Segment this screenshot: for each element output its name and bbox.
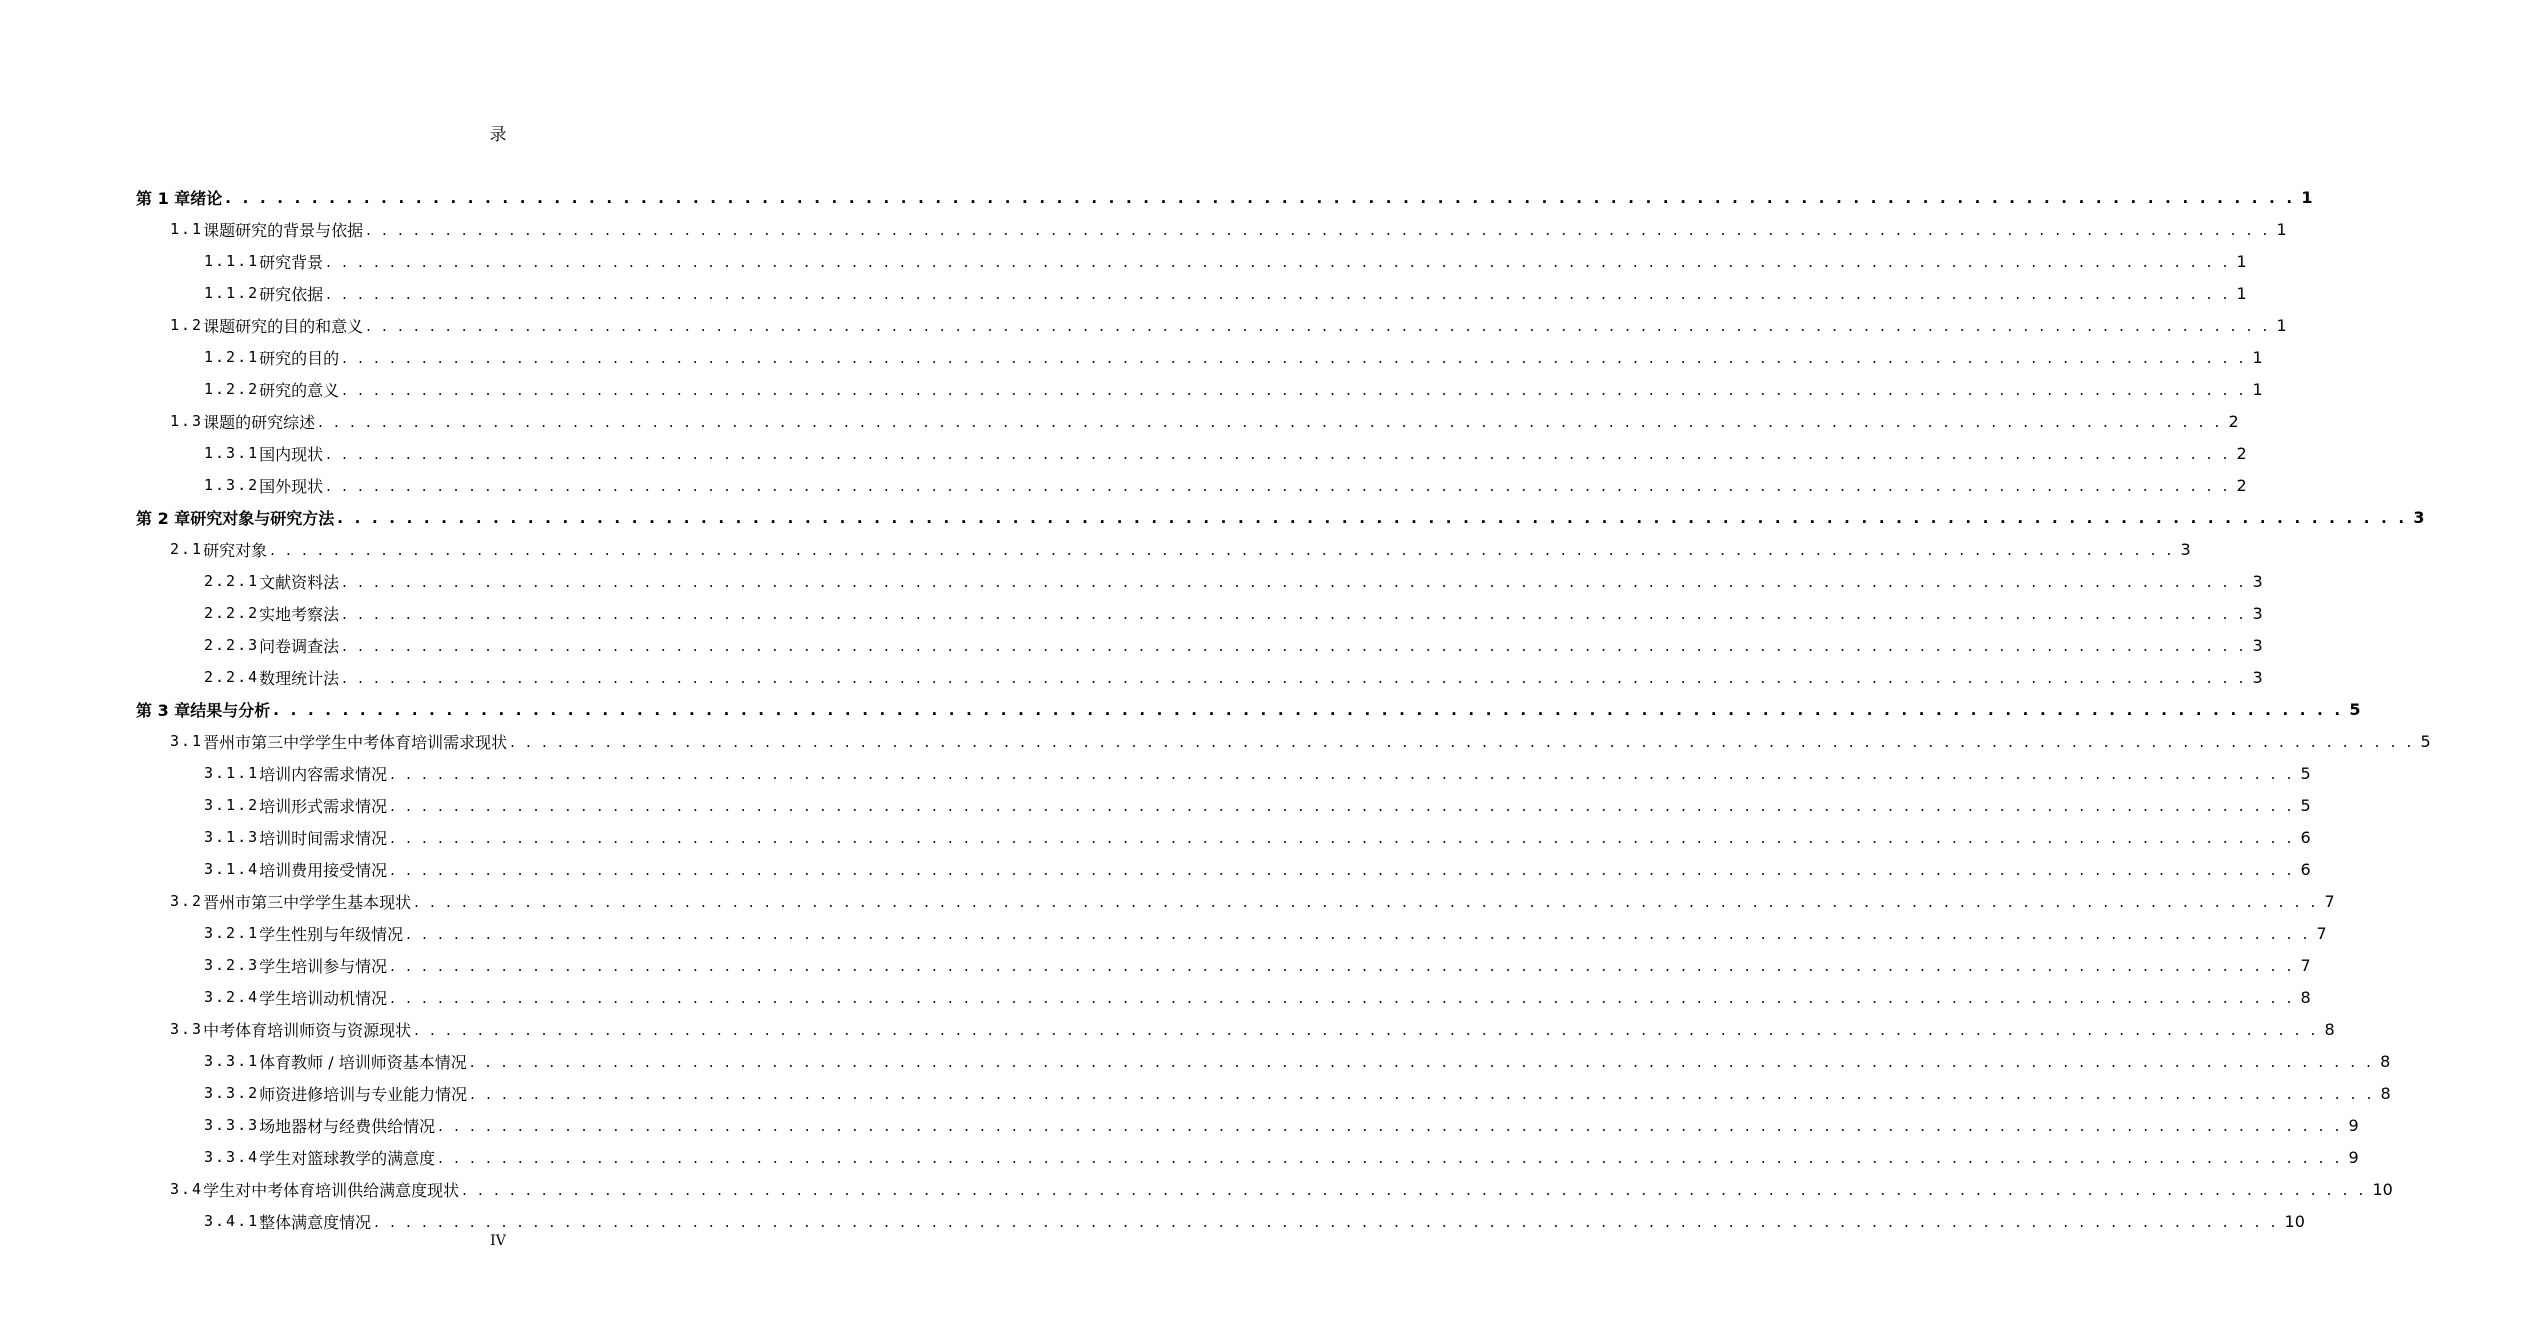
toc-title: 录 <box>489 125 507 145</box>
toc-entry[interactable] <box>0 277 2247 309</box>
toc-entry-number: 3.4.1 <box>204 1212 260 1230</box>
toc-entry[interactable] <box>0 949 2311 981</box>
toc-leader-dots: . . . . . . . . . . . . . . . . . . . . . . . . . . . . . . . . . . . . . . . . . . . . . . . . . . . . . . . . . . . . . . . . . . . . . . . . . . . . . . . . . . . . . . . . . . . . . . . . . . . . . . . . . . . . . . . . . . . . . . . . <box>390 797 2295 815</box>
toc-leader-dots: . . . . . . . . . . . . . . . . . . . . . . . . . . . . . . . . . . . . . . . . . . . . . . . . . . . . . . . . . . . . . . . . . . . . . . . . . . . . . . . . . . . . . . . . . . . . . . . . . . . . . . . . . . . . . . . . . . . . . . . . <box>342 669 2247 687</box>
toc-leader-dots: . . . . . . . . . . . . . . . . . . . . . . . . . . . . . . . . . . . . . . . . . . . . . . . . . . . . . . . . . . . . . . . . . . . . . . . . . . . . . . . . . . . . . . . . . . . . . . . . . . . . . . . . . . . . . . . . . . . . . . . . <box>342 349 2247 367</box>
toc-entry-page: 1 <box>2236 251 2247 271</box>
toc-entry-label: 中考体育培训师资与资源现状 <box>203 1020 412 1040</box>
toc-leader-dots: . . . . . . . . . . . . . . . . . . . . . . . . . . . . . . . . . . . . . . . . . . . . . . . . . . . . . . . . . . . . . . . . . . . . . . . . . . . . . . . . . . . . . . . . . . . . . . . . . . . . . . . . . . . . . . . . . . . . . . . . <box>414 893 2319 911</box>
toc-entry-page: 1 <box>2301 187 2313 207</box>
toc-entry-label: 课题的研究综述 <box>203 412 316 432</box>
toc-entry-number: 2.2.3 <box>204 636 260 654</box>
toc-entry-page: 5 <box>2349 699 2361 719</box>
toc-entry[interactable] <box>0 597 2263 629</box>
toc-entry-number: 1.1.1 <box>204 252 260 270</box>
toc-entry[interactable] <box>0 1141 2359 1173</box>
toc-entry[interactable] <box>0 661 2263 693</box>
toc-entry-label: 学生对篮球教学的满意度 <box>259 1148 436 1168</box>
toc-leader-dots: . . . . . . . . . . . . . . . . . . . . . . . . . . . . . . . . . . . . . . . . . . . . . . . . . . . . . . . . . . . . . . . . . . . . . . . . . . . . . . . . . . . . . . . . . . . . . . . . . . . . . . . . . . . . . . . . . . . . . . . . <box>337 509 2408 527</box>
toc-entry-number: 1.1 <box>170 220 204 238</box>
toc-entry[interactable] <box>0 245 2247 277</box>
toc-entry[interactable] <box>0 1013 2335 1045</box>
toc-entry-label: 学生性别与年级情况 <box>259 924 404 944</box>
toc-entry[interactable] <box>0 373 2263 405</box>
toc-entry-page: 9 <box>2348 1147 2359 1167</box>
toc-entry-page: 1 <box>2276 219 2287 239</box>
toc-entry-label: 研究对象 <box>203 540 268 560</box>
toc-entry[interactable] <box>0 565 2263 597</box>
toc-entry[interactable] <box>0 853 2311 885</box>
toc-entry-page: 8 <box>2324 1019 2335 1039</box>
toc-entry[interactable] <box>0 917 2327 949</box>
toc-entry-label: 国内现状 <box>259 444 324 464</box>
toc-entry-page: 3 <box>2252 667 2263 687</box>
toc-entry-number: 第 1 章 <box>136 188 191 208</box>
toc-entry-label: 绪论 <box>190 188 223 208</box>
toc-entry[interactable] <box>0 341 2263 373</box>
toc-entry-number: 2.2.1 <box>204 572 260 590</box>
toc-leader-dots: . . . . . . . . . . . . . . . . . . . . . . . . . . . . . . . . . . . . . . . . . . . . . . . . . . . . . . . . . . . . . . . . . . . . . . . . . . . . . . . . . . . . . . . . . . . . . . . . . . . . . . . . . . . . . . . . . . . . . . . . <box>374 1213 2279 1231</box>
toc-entry[interactable] <box>0 1173 2393 1205</box>
toc-entry-label: 培训时间需求情况 <box>259 828 388 848</box>
toc-leader-dots: . . . . . . . . . . . . . . . . . . . . . . . . . . . . . . . . . . . . . . . . . . . . . . . . . . . . . . . . . . . . . . . . . . . . . . . . . . . . . . . . . . . . . . . . . . . . . . . . . . . . . . . . . . . . . . . . . . . . . . . . <box>390 957 2295 975</box>
toc-entry-number: 3.4 <box>170 1180 204 1198</box>
toc-entry-page: 7 <box>2316 923 2327 943</box>
toc-entry-label: 实地考察法 <box>259 604 340 624</box>
toc-leader-dots: . . . . . . . . . . . . . . . . . . . . . . . . . . . . . . . . . . . . . . . . . . . . . . . . . . . . . . . . . . . . . . . . . . . . . . . . . . . . . . . . . . . . . . . . . . . . . . . . . . . . . . . . . . . . . . . . . . . . . . . . <box>438 1149 2343 1167</box>
toc-entry-number: 1.3 <box>170 412 204 430</box>
toc-entry[interactable] <box>0 629 2263 661</box>
toc-entry-number: 1.1.2 <box>204 284 260 302</box>
toc-entry[interactable] <box>0 1077 2391 1109</box>
toc-entry-page: 10 <box>2284 1211 2305 1231</box>
toc-entry-page: 5 <box>2300 795 2311 815</box>
toc-entry-page: 2 <box>2236 475 2247 495</box>
toc-entry-label: 课题研究的背景与依据 <box>203 220 364 240</box>
toc-leader-dots: . . . . . . . . . . . . . . . . . . . . . . . . . . . . . . . . . . . . . . . . . . . . . . . . . . . . . . . . . . . . . . . . . . . . . . . . . . . . . . . . . . . . . . . . . . . . . . . . . . . . . . . . . . . . . . . . . . . . . . . . <box>414 1021 2319 1039</box>
toc-entry-number: 3.2.1 <box>204 924 260 942</box>
toc-entry-label: 国外现状 <box>259 476 324 496</box>
toc-entry-label: 晋州市第三中学学生基本现状 <box>203 892 412 912</box>
toc-entry-label: 整体满意度情况 <box>259 1212 372 1232</box>
toc-entry-number: 3.3.2 <box>204 1084 260 1102</box>
toc-entry[interactable] <box>0 693 2361 725</box>
toc-entry[interactable] <box>0 213 2287 245</box>
toc-leader-dots: . . . . . . . . . . . . . . . . . . . . . . . . . . . . . . . . . . . . . . . . . . . . . . . . . . . . . . . . . . . . . . . . . . . . . . . . . . . . . . . . . . . . . . . . . . . . . . . . . . . . . . . . . . . . . . . . . . . . . . . . <box>270 541 2175 559</box>
toc-entry-page: 3 <box>2252 635 2263 655</box>
toc-entry-label: 学生培训动机情况 <box>259 988 388 1008</box>
toc-entry[interactable] <box>0 181 2313 213</box>
toc-entry-number: 1.3.1 <box>204 444 260 462</box>
toc-entry-number: 3.3.4 <box>204 1148 260 1166</box>
toc-leader-dots: . . . . . . . . . . . . . . . . . . . . . . . . . . . . . . . . . . . . . . . . . . . . . . . . . . . . . . . . . . . . . . . . . . . . . . . . . . . . . . . . . . . . . . . . . . . . . . . . . . . . . . . . . . . . . . . . . . . . . . . . <box>390 989 2295 1007</box>
toc-entry-label: 培训费用接受情况 <box>259 860 388 880</box>
toc-entry-number: 3.1.3 <box>204 828 260 846</box>
toc-entry-number: 3.1.2 <box>204 796 260 814</box>
toc-entry-label: 研究背景 <box>259 252 324 272</box>
toc-entry[interactable] <box>0 1109 2359 1141</box>
toc-entry-label: 培训形式需求情况 <box>259 796 388 816</box>
toc-entry-label: 文献资料法 <box>259 572 340 592</box>
toc-leader-dots: . . . . . . . . . . . . . . . . . . . . . . . . . . . . . . . . . . . . . . . . . . . . . . . . . . . . . . . . . . . . . . . . . . . . . . . . . . . . . . . . . . . . . . . . . . . . . . . . . . . . . . . . . . . . . . . . . . . . . . . . <box>326 477 2231 495</box>
toc-entry-page: 5 <box>2420 731 2431 751</box>
toc-entry-page: 9 <box>2348 1115 2359 1135</box>
toc-leader-dots: . . . . . . . . . . . . . . . . . . . . . . . . . . . . . . . . . . . . . . . . . . . . . . . . . . . . . . . . . . . . . . . . . . . . . . . . . . . . . . . . . . . . . . . . . . . . . . . . . . . . . . . . . . . . . . . . . . . . . . . . <box>318 413 2223 431</box>
toc-entry-number: 3.3.3 <box>204 1116 260 1134</box>
toc-entry[interactable] <box>0 757 2311 789</box>
toc-entry-number: 2.1 <box>170 540 204 558</box>
toc-entry-number: 3.2 <box>170 892 204 910</box>
toc-entry-page: 7 <box>2324 891 2335 911</box>
toc-entry[interactable] <box>0 437 2247 469</box>
toc-entry-page: 3 <box>2252 571 2263 591</box>
toc-entry-number: 3.2.3 <box>204 956 260 974</box>
toc-entry-number: 3.2.4 <box>204 988 260 1006</box>
toc-entry-number: 3.1 <box>170 732 204 750</box>
toc-leader-dots: . . . . . . . . . . . . . . . . . . . . . . . . . . . . . . . . . . . . . . . . . . . . . . . . . . . . . . . . . . . . . . . . . . . . . . . . . . . . . . . . . . . . . . . . . . . . . . . . . . . . . . . . . . . . . . . . . . . . . . . . <box>366 221 2271 239</box>
toc-entry-label: 师资进修培训与专业能力情况 <box>259 1084 468 1104</box>
toc-entry[interactable] <box>0 789 2311 821</box>
toc-entry[interactable] <box>0 981 2311 1013</box>
toc-entry-label: 培训内容需求情况 <box>259 764 388 784</box>
toc-leader-dots: . . . . . . . . . . . . . . . . . . . . . . . . . . . . . . . . . . . . . . . . . . . . . . . . . . . . . . . . . . . . . . . . . . . . . . . . . . . . . . . . . . . . . . . . . . . . . . . . . . . . . . . . . . . . . . . . . . . . . . . . <box>326 253 2231 271</box>
toc-leader-dots: . . . . . . . . . . . . . . . . . . . . . . . . . . . . . . . . . . . . . . . . . . . . . . . . . . . . . . . . . . . . . . . . . . . . . . . . . . . . . . . . . . . . . . . . . . . . . . . . . . . . . . . . . . . . . . . . . . . . . . . . <box>273 701 2344 719</box>
toc-entry[interactable] <box>0 405 2239 437</box>
toc-entry-label: 研究依据 <box>259 284 324 304</box>
toc-entry-label: 问卷调查法 <box>259 636 340 656</box>
toc-entry-label: 学生培训参与情况 <box>259 956 388 976</box>
toc-entry-number: 2.2.4 <box>204 668 260 686</box>
toc-entry-page: 1 <box>2276 315 2287 335</box>
toc-entry-page: 2 <box>2228 411 2239 431</box>
toc-entry[interactable] <box>0 469 2247 501</box>
toc-entry-number: 3.3.1 <box>204 1052 260 1070</box>
toc-entry-page: 8 <box>2380 1083 2391 1103</box>
toc-entry-number: 3.1.1 <box>204 764 260 782</box>
toc-entry[interactable] <box>0 533 2191 565</box>
toc-leader-dots: . . . . . . . . . . . . . . . . . . . . . . . . . . . . . . . . . . . . . . . . . . . . . . . . . . . . . . . . . . . . . . . . . . . . . . . . . . . . . . . . . . . . . . . . . . . . . . . . . . . . . . . . . . . . . . . . . . . . . . . . <box>406 925 2311 943</box>
toc-entry-label: 研究的意义 <box>259 380 340 400</box>
toc-entry-number: 2.2.2 <box>204 604 260 622</box>
toc-leader-dots: . . . . . . . . . . . . . . . . . . . . . . . . . . . . . . . . . . . . . . . . . . . . . . . . . . . . . . . . . . . . . . . . . . . . . . . . . . . . . . . . . . . . . . . . . . . . . . . . . . . . . . . . . . . . . . . . . . . . . . . . <box>390 765 2295 783</box>
toc-entry-page: 3 <box>2180 539 2191 559</box>
toc-entry-number: 1.2.1 <box>204 348 260 366</box>
toc-entry-page: 6 <box>2300 827 2311 847</box>
toc-entry[interactable] <box>0 501 2425 533</box>
toc-entry[interactable] <box>0 309 2287 341</box>
toc-entry-label: 研究对象与研究方法 <box>190 508 335 528</box>
toc-entry-number: 3.3 <box>170 1020 204 1038</box>
toc-entry-label: 数理统计法 <box>259 668 340 688</box>
toc-leader-dots: . . . . . . . . . . . . . . . . . . . . . . . . . . . . . . . . . . . . . . . . . . . . . . . . . . . . . . . . . . . . . . . . . . . . . . . . . . . . . . . . . . . . . . . . . . . . . . . . . . . . . . . . . . . . . . . . . . . . . . . . <box>470 1085 2375 1103</box>
toc-leader-dots: . . . . . . . . . . . . . . . . . . . . . . . . . . . . . . . . . . . . . . . . . . . . . . . . . . . . . . . . . . . . . . . . . . . . . . . . . . . . . . . . . . . . . . . . . . . . . . . . . . . . . . . . . . . . . . . . . . . . . . . . <box>462 1181 2367 1199</box>
toc-leader-dots: . . . . . . . . . . . . . . . . . . . . . . . . . . . . . . . . . . . . . . . . . . . . . . . . . . . . . . . . . . . . . . . . . . . . . . . . . . . . . . . . . . . . . . . . . . . . . . . . . . . . . . . . . . . . . . . . . . . . . . . . <box>326 445 2231 463</box>
toc-entry[interactable] <box>0 821 2311 853</box>
toc-entry-page: 6 <box>2300 859 2311 879</box>
page-number: IV <box>490 1233 506 1249</box>
toc-entry-label: 体育教师 / 培训师资基本情况 <box>259 1052 467 1072</box>
toc-leader-dots: . . . . . . . . . . . . . . . . . . . . . . . . . . . . . . . . . . . . . . . . . . . . . . . . . . . . . . . . . . . . . . . . . . . . . . . . . . . . . . . . . . . . . . . . . . . . . . . . . . . . . . . . . . . . . . . . . . . . . . . . <box>326 285 2231 303</box>
toc-entry-label: 场地器材与经费供给情况 <box>259 1116 436 1136</box>
toc-leader-dots: . . . . . . . . . . . . . . . . . . . . . . . . . . . . . . . . . . . . . . . . . . . . . . . . . . . . . . . . . . . . . . . . . . . . . . . . . . . . . . . . . . . . . . . . . . . . . . . . . . . . . . . . . . . . . . . . . . . . . . . . <box>342 637 2247 655</box>
toc-entry-number: 第 3 章 <box>136 700 191 720</box>
toc-list <box>0 181 2431 1237</box>
toc-leader-dots: . . . . . . . . . . . . . . . . . . . . . . . . . . . . . . . . . . . . . . . . . . . . . . . . . . . . . . . . . . . . . . . . . . . . . . . . . . . . . . . . . . . . . . . . . . . . . . . . . . . . . . . . . . . . . . . . . . . . . . . . <box>342 605 2247 623</box>
toc-entry-number: 1.2 <box>170 316 204 334</box>
toc-leader-dots: . . . . . . . . . . . . . . . . . . . . . . . . . . . . . . . . . . . . . . . . . . . . . . . . . . . . . . . . . . . . . . . . . . . . . . . . . . . . . . . . . . . . . . . . . . . . . . . . . . . . . . . . . . . . . . . . . . . . . . . . <box>469 1053 2375 1071</box>
toc-entry-page: 8 <box>2380 1051 2391 1071</box>
toc-entry-label: 结果与分析 <box>190 700 271 720</box>
toc-entry-page: 7 <box>2300 955 2311 975</box>
toc-leader-dots: . . . . . . . . . . . . . . . . . . . . . . . . . . . . . . . . . . . . . . . . . . . . . . . . . . . . . . . . . . . . . . . . . . . . . . . . . . . . . . . . . . . . . . . . . . . . . . . . . . . . . . . . . . . . . . . . . . . . . . . . <box>390 829 2295 847</box>
toc-leader-dots: . . . . . . . . . . . . . . . . . . . . . . . . . . . . . . . . . . . . . . . . . . . . . . . . . . . . . . . . . . . . . . . . . . . . . . . . . . . . . . . . . . . . . . . . . . . . . . . . . . . . . . . . . . . . . . . . . . . . . . . . <box>390 861 2295 879</box>
toc-entry[interactable] <box>0 885 2335 917</box>
toc-leader-dots: . . . . . . . . . . . . . . . . . . . . . . . . . . . . . . . . . . . . . . . . . . . . . . . . . . . . . . . . . . . . . . . . . . . . . . . . . . . . . . . . . . . . . . . . . . . . . . . . . . . . . . . . . . . . . . . . . . . . . . . . <box>438 1117 2343 1135</box>
toc-entry-page: 2 <box>2236 443 2247 463</box>
toc-entry-page: 1 <box>2252 379 2263 399</box>
toc-entry-number: 1.2.2 <box>204 380 260 398</box>
toc-entry-page: 8 <box>2300 987 2311 1007</box>
toc-entry-number: 1.3.2 <box>204 476 260 494</box>
toc-entry-page: 5 <box>2300 763 2311 783</box>
toc-entry-page: 3 <box>2252 603 2263 623</box>
toc-entry-number: 第 2 章 <box>136 508 191 528</box>
toc-entry-page: 1 <box>2252 347 2263 367</box>
toc-leader-dots: . . . . . . . . . . . . . . . . . . . . . . . . . . . . . . . . . . . . . . . . . . . . . . . . . . . . . . . . . . . . . . . . . . . . . . . . . . . . . . . . . . . . . . . . . . . . . . . . . . . . . . . . . . . . . . . . . . . . . . . . <box>366 317 2271 335</box>
toc-leader-dots: . . . . . . . . . . . . . . . . . . . . . . . . . . . . . . . . . . . . . . . . . . . . . . . . . . . . . . . . . . . . . . . . . . . . . . . . . . . . . . . . . . . . . . . . . . . . . . . . . . . . . . . . . . . . . . . . . . . . . . . . <box>342 573 2247 591</box>
toc-leader-dots: . . . . . . . . . . . . . . . . . . . . . . . . . . . . . . . . . . . . . . . . . . . . . . . . . . . . . . . . . . . . . . . . . . . . . . . . . . . . . . . . . . . . . . . . . . . . . . . . . . . . . . . . . . . . . . . . . . . . . . . . <box>342 381 2247 399</box>
toc-entry-page: 10 <box>2372 1179 2393 1199</box>
toc-entry-page: 3 <box>2413 507 2425 527</box>
toc-entry-page: 1 <box>2236 283 2247 303</box>
toc-leader-dots: . . . . . . . . . . . . . . . . . . . . . . . . . . . . . . . . . . . . . . . . . . . . . . . . . . . . . . . . . . . . . . . . . . . . . . . . . . . . . . . . . . . . . . . . . . . . . . . . . . . . . . . . . . . . . . . . . . . . . . . . <box>225 189 2296 207</box>
toc-entry[interactable] <box>0 725 2431 757</box>
toc-entry-label: 晋州市第三中学学生中考体育培训需求现状 <box>203 732 508 752</box>
toc-entry-label: 研究的目的 <box>259 348 340 368</box>
toc-entry-label: 学生对中考体育培训供给满意度现状 <box>203 1180 460 1200</box>
toc-entry-label: 课题研究的目的和意义 <box>203 316 364 336</box>
toc-entry-number: 3.1.4 <box>204 860 260 878</box>
toc-leader-dots: . . . . . . . . . . . . . . . . . . . . . . . . . . . . . . . . . . . . . . . . . . . . . . . . . . . . . . . . . . . . . . . . . . . . . . . . . . . . . . . . . . . . . . . . . . . . . . . . . . . . . . . . . . . . . . . . . . . . . . . . <box>510 733 2415 751</box>
toc-entry[interactable] <box>0 1045 2391 1077</box>
